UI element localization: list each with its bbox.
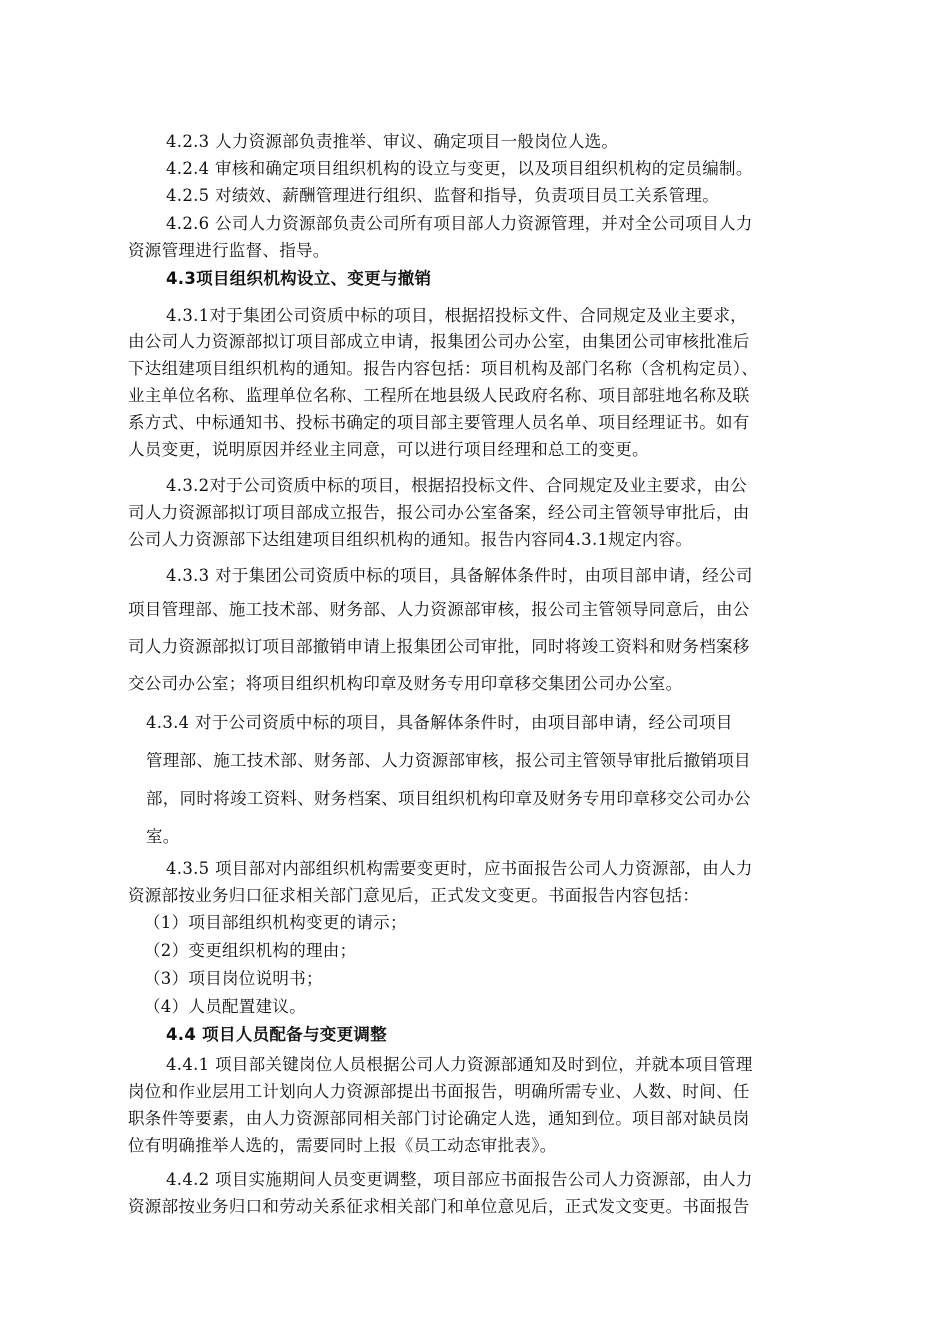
paragraph-4-2-4: 4.2.4 审核和确定项目组织机构的设立与变更，以及项目组织机构的定员编制。 [166, 159, 753, 178]
paragraph-4-3-3: 4.3.3 对于集团公司资质中标的项目，具备解体条件时，由项目部申请，经公司 [166, 566, 753, 585]
paragraph-4-3-5: 4.3.5 项目部对内部组织机构需要变更时，应书面报告公司人力资源部，由人力 [166, 859, 753, 878]
paragraph-4-4-2: 4.4.2 项目实施期间人员变更调整，项目部应书面报告公司人力资源部，由人力 [166, 1170, 753, 1189]
paragraph-4-2-5: 4.2.5 对绩效、薪酬管理进行组织、监督和指导，负责项目员工关系管理。 [166, 186, 720, 205]
paragraph-4-3-3-cont: 司人力资源部拟订项目部撤销申请上报集团公司审批，同时将竣工资料和财务档案移 [128, 637, 750, 656]
list-item: （1）项目部组织机构变更的请示； [144, 913, 407, 932]
paragraph-4-3-1-cont: 业主单位名称、监理单位名称、工程所在地县级人民政府名称、项目部驻地名称及联 [128, 386, 750, 405]
list-item: （3）项目岗位说明书； [144, 969, 323, 988]
paragraph-4-3-1-cont: 人员变更，说明原因并经业主同意，可以进行项目经理和总工的变更。 [128, 440, 649, 459]
list-item: （4）人员配置建议。 [144, 997, 306, 1016]
section-heading-4-4: 4.4 项目人员配备与变更调整 [166, 1025, 387, 1044]
paragraph-4-3-4-cont: 部，同时将竣工资料、财务档案、项目组织机构印章及财务专用印章移交公司办公 [146, 789, 751, 808]
paragraph-4-3-5-cont: 资源部按业务归口征求相关部门意见后，正式发文变更。书面报告内容包括： [128, 886, 700, 905]
paragraph-4-3-1-cont: 由公司人力资源部拟订项目部成立申请，报集团公司办公室，由集团公司审核批准后 [128, 332, 750, 351]
paragraph-4-4-2-cont: 资源部按业务归口和劳动关系征求相关部门和单位意见后，正式发文变更。书面报告 [128, 1197, 750, 1216]
paragraph-4-3-4: 4.3.4 对于公司资质中标的项目，具备解体条件时，由项目部申请，经公司项目 [146, 713, 733, 732]
paragraph-4-4-1: 4.4.1 项目部关键岗位人员根据公司人力资源部通知及时到位，并就本项目管理 [166, 1055, 753, 1074]
paragraph-4-2-6-cont: 资源管理进行监督、指导。 [128, 241, 330, 260]
paragraph-4-3-2-cont: 司人力资源部拟订项目部成立报告，报公司办公室备案，经公司主管领导审批后，由 [128, 503, 750, 522]
paragraph-4-3-1-cont: 下达组建项目组织机构的通知。报告内容包括：项目机构及部门名称（含机构定员）、 [128, 359, 759, 378]
paragraph-4-3-3-cont: 交公司办公室；将项目组织机构印章及财务专用印章移交集团公司办公室。 [128, 674, 683, 693]
paragraph-4-2-6: 4.2.6 公司人力资源部负责公司所有项目部人力资源管理，并对全公司项目人力 [166, 214, 753, 233]
paragraph-4-3-1-cont: 系方式、中标通知书、投标书确定的项目部主要管理人员名单、项目经理证书。如有 [128, 413, 750, 432]
paragraph-4-3-4-cont: 室。 [146, 827, 180, 846]
paragraph-4-3-3-cont: 项目管理部、施工技术部、财务部、人力资源部审核，报公司主管领导同意后，由公 [128, 600, 750, 619]
paragraph-4-4-1-cont: 位有明确推举人选的，需要同时上报《员工动态审批表》。 [128, 1136, 557, 1155]
paragraph-4-3-1: 4.3.1对于集团公司资质中标的项目，根据招投标文件、合同规定及业主要求， [166, 306, 748, 325]
paragraph-4-4-1-cont: 岗位和作业层用工计划向人力资源部提出书面报告，明确所需专业、人数、时间、任 [128, 1082, 750, 1101]
paragraph-4-3-2-cont: 公司人力资源部下达组建项目组织机构的通知。报告内容同4.3.1规定内容。 [128, 530, 693, 549]
list-item: （2）变更组织机构的理由； [144, 941, 357, 960]
paragraph-4-3-2: 4.3.2对于公司资质中标的项目，根据招投标文件、合同规定及业主要求，由公 [166, 476, 748, 495]
section-heading-4-3: 4.3项目组织机构设立、变更与撤销 [166, 269, 432, 288]
paragraph-4-3-4-cont: 管理部、施工技术部、财务部、人力资源部审核，报公司主管领导审批后撤销项目 [146, 751, 751, 770]
paragraph-4-4-1-cont: 职条件等要素，由人力资源部同相关部门讨论确定人选，通知到位。项目部对缺员岗 [128, 1109, 750, 1128]
paragraph-4-2-3: 4.2.3 人力资源部负责推举、审议、确定项目一般岗位人选。 [166, 132, 619, 151]
